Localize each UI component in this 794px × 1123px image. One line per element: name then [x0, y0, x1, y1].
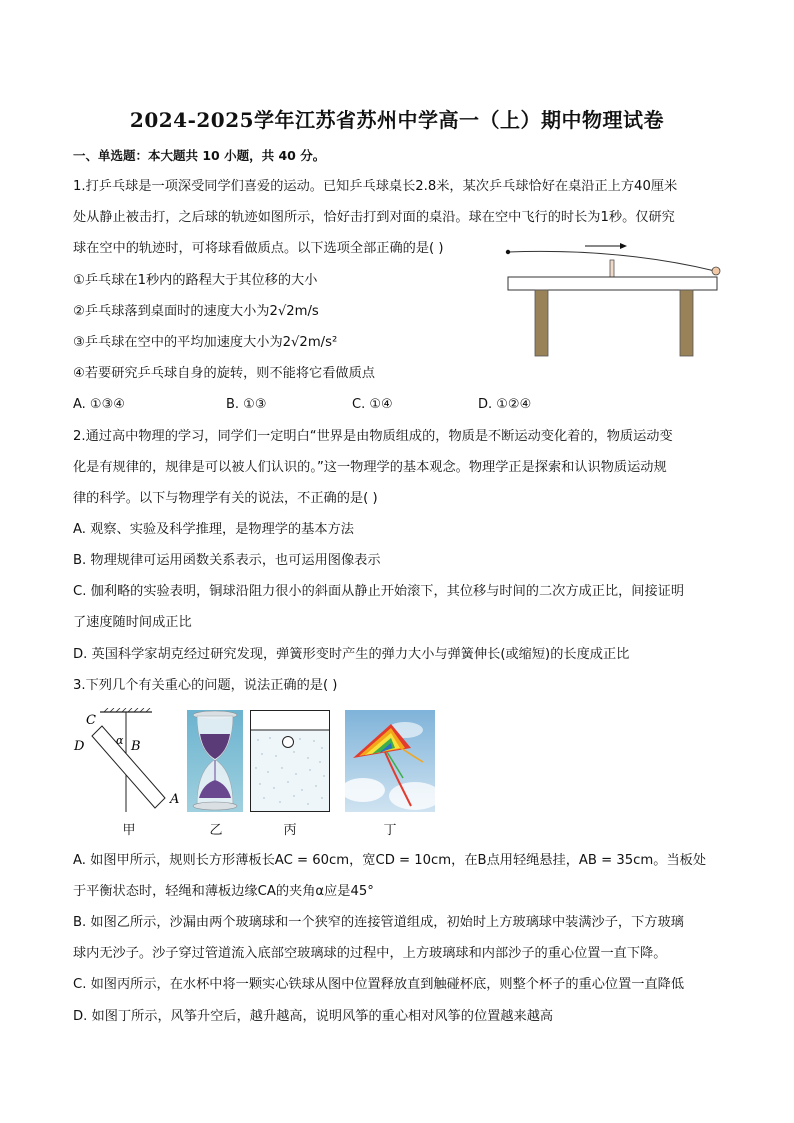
table-leg-right — [680, 290, 693, 356]
q2-stem-line-1: 2.通过高中物理的学习，同学们一定明白“世界是由物质组成的，物质是不断运动变化着的，物质运动变 — [73, 429, 673, 444]
q1-statement-1: ①乒乓球在1秒内的路程大于其位移的大小 — [73, 273, 318, 288]
q1-stem-line-3: 球在空中的轨迹时，可将球看做质点。以下选项全部正确的是( ) — [73, 241, 444, 256]
ball-end — [712, 267, 720, 275]
caption-yi: 乙 — [209, 823, 223, 838]
caption-jia: 甲 — [122, 823, 136, 838]
q1-option-a[interactable]: A. ①③④ — [73, 397, 125, 412]
q1-statement-3: ③乒乓球在空中的平均加速度大小为2√2m/s² — [73, 335, 338, 350]
label-alpha: α — [116, 734, 124, 747]
ball-start-point — [506, 250, 510, 254]
figure-bing-cup — [250, 710, 330, 812]
arrow-head — [620, 243, 627, 249]
table-leg-left — [535, 290, 548, 356]
label-a: A — [170, 792, 180, 807]
iron-ball — [283, 737, 294, 748]
caption-bing: 丙 — [283, 823, 297, 838]
q3-option-c[interactable]: C. 如图丙所示，在水杯中将一颗实心铁球从图中位置释放直到触碰杯底，则整个杯子的重心位置一直降低 — [73, 977, 685, 992]
q1-statement-4: ④若要研究乒乓球自身的旋转，则不能将它看做质点 — [73, 366, 375, 381]
q3-option-b[interactable]: B. 如图乙所示，沙漏由两个玻璃球和一个狭窄的连接管道组成，初始时上方玻璃球中装满沙子，下方玻璃 — [73, 915, 684, 930]
q1-stem-line-2: 处从静止被击打，之后球的轨迹如图所示，恰好击打到对面的桌沿。球在空中飞行的时长为1秒。仅研究 — [73, 210, 675, 225]
q2-stem-line-2: 化是有规律的，规律是可以被人们认识的。”这一物理学的基本观念。物理学正是探索和认识物质运动规 — [73, 460, 667, 475]
caption-ding: 丁 — [383, 823, 397, 838]
q1-option-b[interactable]: B. ①③ — [226, 397, 267, 412]
q2-option-c[interactable]: C. 伽利略的实验表明，铜球沿阻力很小的斜面从静止开始滚下，其位移与时间的二次方成正比，间接证明 — [73, 584, 685, 599]
q2-stem-line-3: 律的科学。以下与物理学有关的说法，不正确的是( ) — [73, 491, 378, 506]
q2-option-a[interactable]: A. 观察、实验及科学推理，是物理学的基本方法 — [73, 522, 354, 537]
q3-option-d[interactable]: D. 如图丁所示，风筝升空后，越升越高，说明风筝的重心相对风筝的位置越来越高 — [73, 1009, 554, 1024]
table-tennis-figure — [500, 238, 730, 360]
plate — [92, 726, 165, 808]
figure-ding-kite — [345, 710, 435, 812]
section-heading: 一、单选题：本大题共 10 小题，共 40 分。 — [73, 148, 326, 163]
q1-option-d[interactable]: D. ①②④ — [478, 397, 532, 412]
label-b: B — [131, 739, 141, 754]
label-d: D — [74, 739, 85, 754]
q3-option-a-cont: 于平衡状态时，轻绳和薄板边缘CA的夹角α应是45° — [73, 884, 374, 899]
q2-option-d[interactable]: D. 英国科学家胡克经过研究发现，弹簧形变时产生的弹力大小与弹簧伸长(或缩短)的长度成正比 — [73, 647, 630, 662]
q1-stem-line-1: 1.打乒乓球是一项深受同学们喜爱的运动。已知乒乓球桌长2.8米，某次乒乓球恰好在桌沿正上方40厘米 — [73, 179, 678, 194]
q3-option-b-cont: 球内无沙子。沙子穿过管道流入底部空玻璃球的过程中，上方玻璃球和内部沙子的重心位置一直下降。 — [73, 946, 667, 961]
q1-statement-2: ②乒乓球落到桌面时的速度大小为2√2m/s — [73, 304, 319, 319]
q3-stem: 3.下列几个有关重心的问题，说法正确的是( ) — [73, 678, 338, 693]
page-title: 2024-2025学年江苏省苏州中学高一（上）期中物理试卷 — [129, 108, 665, 132]
net — [610, 260, 614, 277]
figure-yi-hourglass — [187, 710, 243, 812]
figure-jia-hanging-plate — [70, 708, 185, 812]
table-top — [508, 277, 717, 290]
q2-option-b[interactable]: B. 物理规律可运用函数关系表示，也可运用图像表示 — [73, 553, 381, 568]
q1-option-c[interactable]: C. ①④ — [352, 397, 393, 412]
q2-option-c-cont: 了速度随时间成正比 — [73, 615, 192, 630]
q3-option-a[interactable]: A. 如图甲所示，规则长方形薄板长AC = 60cm，宽CD = 10cm，在B点用轻绳悬挂，AB = 35cm。当板处 — [73, 853, 707, 868]
label-c: C — [86, 713, 96, 728]
